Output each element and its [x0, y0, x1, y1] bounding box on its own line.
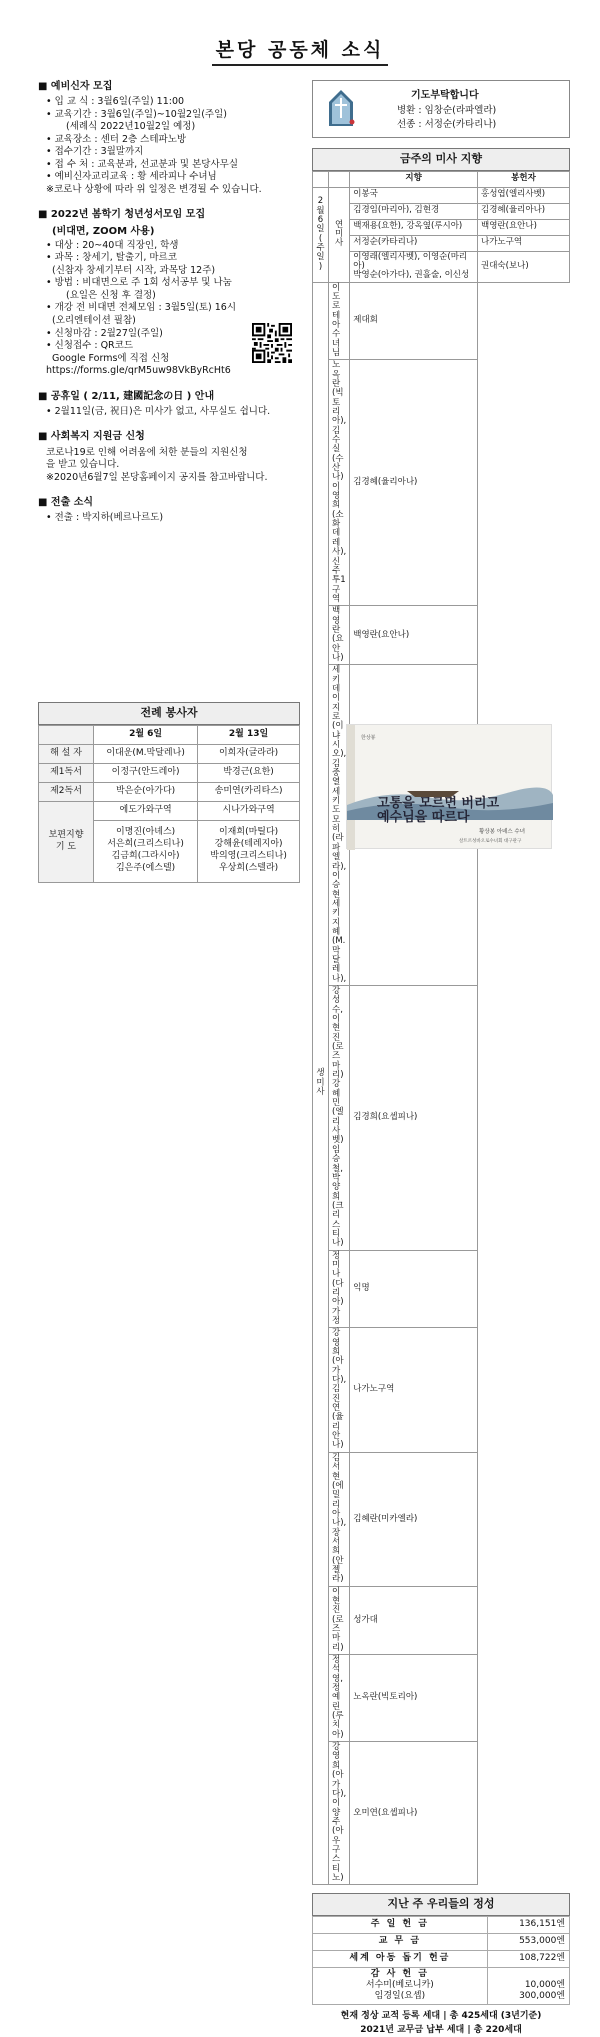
catechumen-item: • 접 수 처 : 교육분과, 선교분과 및 본당사무실 — [46, 158, 238, 170]
servers-cell: 송미연(카리타스) — [198, 782, 300, 801]
welfare-heading: ■ 사회복지 지원금 신청 — [38, 431, 145, 443]
table-row — [39, 801, 300, 820]
table-row — [39, 763, 300, 782]
offering-name: 세계 아동 돕기 헌금 — [313, 1950, 488, 1967]
offering-section — [312, 1893, 570, 2037]
mass-col-offerer: 봉헌자 — [478, 171, 570, 187]
catechumen-item: • 교육기간 : 3월6일(주일)~10월2일(주일) — [46, 108, 227, 120]
transfer-heading: ■ 전출 소식 — [38, 497, 94, 509]
table-row — [313, 1328, 570, 1452]
mass-intention: 백영란(요안나) — [329, 606, 350, 665]
liturgy-servers — [38, 702, 300, 883]
mass-intention: 강성수, 이현진(로즈마리) 강혜민(엘리사벳) 임승철, 박양희(크리스티나) — [329, 985, 350, 1250]
qr-code-icon[interactable] — [252, 323, 292, 363]
book-publisher: 살트르성바오로수녀회 대구관구 — [459, 839, 522, 844]
stat-dues: 2021년 교무금 납부 세대 | 총 220세대 — [360, 2024, 522, 2035]
left-column — [38, 80, 300, 537]
servers-cell: 이정구(안드레아) — [94, 763, 198, 782]
right-column — [312, 80, 570, 2037]
table-row — [313, 360, 570, 606]
servers-heading: 전례 봉사자 — [38, 702, 300, 725]
table-row — [313, 1250, 570, 1328]
table-row — [313, 1950, 570, 1967]
holiday-section — [38, 390, 300, 419]
transfer-section — [38, 496, 300, 525]
table-row — [313, 187, 570, 203]
mass-intention: 이 도로테아 수녀님 — [329, 282, 350, 360]
servers-date-2: 2월 13일 — [198, 725, 300, 744]
mass-offerer: 홍성엽(엘리사벳) — [478, 187, 570, 203]
table-row — [313, 1742, 570, 1885]
mass-offerer: 김경혜(율리아나) — [350, 360, 478, 606]
mass-intention: 노옥란(빅토리아), 김수실(수산나) 이영희(소화데레사), 신주투1구역 — [329, 360, 350, 606]
mass-intention: 정미나(다리아) 가정 — [329, 1250, 350, 1328]
book-cover-image — [346, 724, 552, 849]
offering-table — [312, 1916, 570, 2005]
offering-amount: 300,000엔 — [519, 1991, 565, 2002]
mass-offerer: 김경희(요셉피나) — [350, 985, 478, 1250]
mass-offerer: 백영란(요안나) — [478, 219, 570, 235]
catechumen-note: ※코로나 상황에 따라 위 일정은 변경될 수 있습니다. — [46, 183, 262, 195]
church-icon — [325, 88, 357, 128]
book-title: 고통을 모르면 버리고 예수님을 따르다 — [377, 796, 500, 826]
mass-intention: 이현진(로즈마리) — [329, 1586, 350, 1654]
book-small-text: 한상봉 — [361, 735, 376, 741]
mass-intention: 이영래(엘리사벳), 이영순(마리아) 박영순(아가다), 권흘술, 이신성 — [350, 251, 478, 282]
mass-offerer: 권대숙(보나) — [478, 251, 570, 282]
youth-item: (요일은 신청 후 결정) — [66, 289, 156, 301]
welfare-section — [38, 430, 300, 484]
youth-item: Google Forms에 직접 신청 — [52, 352, 170, 364]
mass-group-deceased — [313, 187, 570, 282]
page-title: 본당 공동체 소식 — [215, 39, 385, 61]
mass-intention: 김경임(마리아), 김현경 — [350, 203, 478, 219]
servers-cell: 이희자(글라라) — [198, 744, 300, 763]
table-row — [313, 1916, 570, 1933]
mass-corner — [313, 171, 329, 187]
mass-intention: 서정순(카타리나) — [350, 235, 478, 251]
offering-special-name: 감 사 헌 금 — [370, 1968, 429, 1979]
servers-group: 시나가와구역 — [198, 801, 300, 820]
mass-group-label: 생 미 사 — [313, 282, 329, 1885]
youth-section — [38, 208, 300, 377]
mass-group-label: 연 미 사 — [329, 187, 350, 282]
youth-item: • 방법 : 비대면으로 주 1회 성서공부 및 나눔 — [46, 277, 232, 289]
catechumen-heading: ■ 예비신자 모집 — [38, 81, 113, 92]
offering-amount: 136,151엔 — [487, 1916, 569, 1933]
catechumen-item: • 접수기간 : 3월말까지 — [46, 146, 144, 158]
table-row — [313, 1586, 570, 1654]
stat-registered: 현재 정상 교적 등록 세대 | 총 425세대 (3년기준) — [340, 2010, 542, 2021]
offering-amount: 553,000엔 — [487, 1933, 569, 1950]
prayer-deceased: 선종 : 서정순(카타리나) — [397, 119, 497, 130]
youth-item: • 과목 : 창세기, 탈출기, 마르코 — [46, 252, 177, 264]
servers-cell: 이재희(마틸다) 강해윤(테레지아) 박의영(크리스티나) 우상희(스텔라) — [198, 820, 300, 882]
youth-item: • 신청접수 : QR코드 — [46, 340, 134, 352]
servers-role: 보편지향 기 도 — [39, 801, 94, 882]
youth-item: • 개강 전 비대면 전체모임 : 3월5일(토) 16시 — [46, 302, 237, 314]
mass-intention: 강영희(아가다), 김진연(율리안나) — [329, 1328, 350, 1452]
table-row — [313, 1967, 570, 2004]
mass-group-living — [313, 282, 570, 1885]
table-row — [313, 251, 570, 282]
offering-person: 서수미(베로니카) — [365, 1980, 434, 1991]
title-underline — [212, 64, 388, 66]
catechumen-item: • 교육장소 : 센터 2층 스테파노방 — [46, 133, 187, 145]
mass-offerer: 제대회 — [350, 282, 478, 360]
table-row — [313, 985, 570, 1250]
table-row — [313, 282, 570, 360]
catechumen-item: • 예비신자교리교육 : 황 세라피나 수녀님 — [46, 171, 217, 183]
youth-item: (신참자 창세기부터 시작, 과목당 12주) — [52, 264, 216, 276]
catechumen-section — [38, 80, 300, 196]
youth-item: • 대상 : 20~40대 직장인, 학생 — [46, 239, 179, 251]
table-row — [39, 782, 300, 801]
servers-cell: 박은순(아가다) — [94, 782, 198, 801]
mass-corner — [329, 171, 350, 187]
transfer-item: • 전출 : 박지하(베르나르도) — [46, 512, 164, 524]
offering-name: 주 일 헌 금 — [313, 1916, 488, 1933]
table-row — [313, 1655, 570, 1742]
youth-item: • 신청마감 : 2월27일(주일) — [46, 327, 163, 339]
mass-intention: 정석영, 정예린(루치아) — [329, 1655, 350, 1742]
mass-intention: 김서현(에밀리아나), 장서희(안젤라) — [329, 1452, 350, 1586]
welfare-item: 코로나19로 인해 어려움에 처한 분들의 지원신청 — [46, 446, 248, 458]
offering-name: 교 무 금 — [313, 1933, 488, 1950]
youth-heading: ■ 2022년 봄학기 청년성서모임 모집 — [38, 209, 206, 221]
table-row — [39, 744, 300, 763]
servers-role: 해 설 자 — [39, 744, 94, 763]
holiday-heading: ■ 공휴일 ( 2/11, 建國記念の日 ) 안내 — [38, 390, 215, 402]
mass-offerer: 백영란(요안나) — [350, 606, 478, 665]
servers-date-1: 2월 6일 — [94, 725, 198, 744]
mass-table — [312, 171, 570, 1886]
table-row — [313, 606, 570, 665]
offering-amount: 10,000엔 — [524, 1980, 565, 1991]
table-row — [39, 725, 300, 744]
servers-role: 제2독서 — [39, 782, 94, 801]
mass-intention: 이봉국 — [350, 187, 478, 203]
offering-special-amounts — [487, 1967, 569, 2004]
mass-offerer: 김경혜(율리아나) — [478, 203, 570, 219]
servers-corner — [39, 725, 94, 744]
prayer-request-box — [312, 80, 570, 138]
mass-col-intention: 지향 — [350, 171, 478, 187]
youth-item: (오리엔테이션 필참) — [52, 315, 136, 326]
servers-cell: 이대운(M.막달레나) — [94, 744, 198, 763]
table-row — [313, 219, 570, 235]
table-row — [313, 1452, 570, 1586]
servers-cell: 이명진(아녜스) 서은희(크리스티나) 김금희(그라시아) 김은주(에스텔) — [94, 820, 198, 882]
servers-table — [38, 725, 300, 883]
welfare-note: ※2020년6월7일 본당홈페이지 공지를 참고바랍니다. — [46, 471, 268, 483]
mass-intention: 백재용(요한), 강옥옆(루시아) — [350, 219, 478, 235]
mass-intention: 강영희(아가다), 이양주(아우구스티노) — [329, 1742, 350, 1885]
offering-special — [313, 1967, 488, 2004]
mass-intention: 세키 데이지로(이냐시오), 김중열 세키 도모히(라파엘라), 이승현 세키 지혜(M.막달레나), — [329, 665, 350, 986]
mass-offerer: 성가대 — [350, 1586, 478, 1654]
table-row — [313, 235, 570, 251]
mass-offerer: 노옥란(빅토리아) — [350, 1655, 478, 1742]
mass-offerer: 나가노구역 — [478, 235, 570, 251]
mass-heading: 금주의 미사 지향 — [312, 148, 570, 171]
welfare-item: 을 받고 있습니다. — [46, 459, 120, 471]
holiday-item: • 2월11일(금, 祝日)은 미사가 없고, 사무실도 쉽니다. — [46, 405, 271, 417]
offering-amount: 108,722엔 — [487, 1950, 569, 1967]
catechumen-item: • 입 교 식 : 3월6일(주일) 11:00 — [46, 96, 185, 108]
book-author: 황상봉 아녜스 수녀 — [479, 829, 526, 835]
offering-person: 임경일(요셉) — [374, 1991, 426, 2002]
table-row — [313, 171, 570, 187]
servers-role: 제1독서 — [39, 763, 94, 782]
parish-stats — [312, 2009, 570, 2037]
table-row — [313, 203, 570, 219]
mass-intentions — [312, 148, 570, 1885]
prayer-title: 기도부탁합니다 — [411, 90, 479, 101]
youth-form-link[interactable]: https://forms.gle/qrM5uw98VkByRcHt6 — [46, 365, 231, 377]
mass-offerer: 김혜란(미카엘라) — [350, 1452, 478, 1586]
servers-group: 에도가와구역 — [94, 801, 198, 820]
catechumen-item: (세례식 2022년10월2일 예정) — [66, 121, 196, 133]
prayer-illness: 병환 : 임창순(라파엘라) — [397, 105, 497, 116]
table-row — [313, 1933, 570, 1950]
offering-heading: 지난 주 우리들의 정성 — [312, 1893, 570, 1916]
servers-cell: 박경근(요한) — [198, 763, 300, 782]
mass-offerer: 오미연(요셉피나) — [350, 1742, 478, 1885]
mass-date: 2 월 6 일 ( 주 일 ) — [313, 187, 329, 282]
mass-offerer: 익명 — [350, 1250, 478, 1328]
mass-offerer: 나가노구역 — [350, 1328, 478, 1452]
youth-subheading: (비대면, ZOOM 사용) — [52, 225, 155, 237]
